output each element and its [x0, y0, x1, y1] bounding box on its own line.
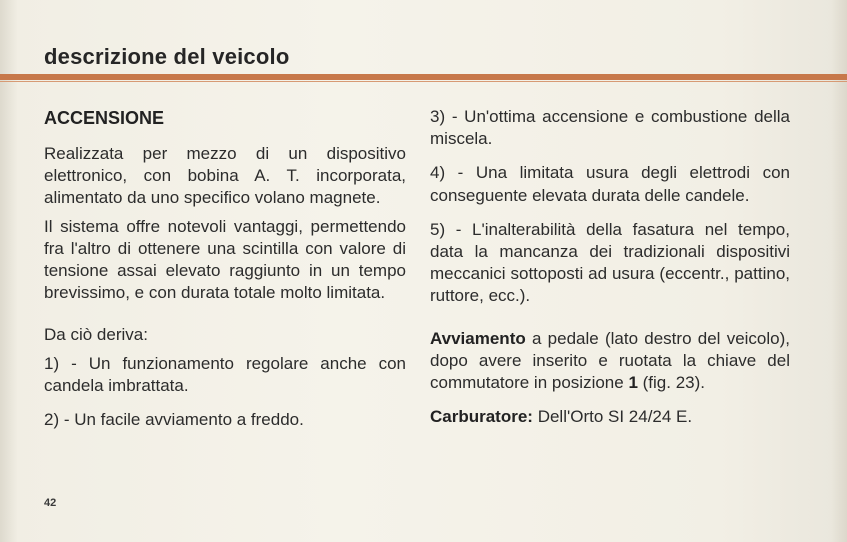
list-item-5: 5) - L'inalterabilità della fasatura nel tempo, data la mancanza dei tradizionali dispositivi meccanici sottoposti ad usura (eccentr., pattino, ruttore, ecc.). [430, 219, 790, 306]
page-number: 42 [44, 497, 57, 509]
avviamento-paragraph [430, 328, 790, 395]
avviamento-text-a: a pedale (lato destro del veicolo), dopo avere inserito e ruotata la chiave del commutatore in posizione [430, 328, 790, 393]
intro-paragraph: Realizzata per mezzo di un dispositivo elettronico, con bobina A. T. incorporata, alimentato da uno specifico volano magnete. [44, 144, 406, 208]
left-column [44, 106, 406, 431]
list-item-1: 1) - Un funzionamento regolare anche con candela imbrattata. [44, 353, 406, 395]
derives-paragraph: Da ciò deriva: [44, 325, 148, 345]
right-column [430, 106, 790, 428]
avviamento-position: 1 [628, 373, 638, 393]
list-item-3: 3) - Un'ottima accensione e combustione della miscela. [430, 107, 790, 149]
list-item-2: 2) - Un facile avviamento a freddo. [44, 410, 304, 430]
avviamento-label: Avviamento [430, 328, 526, 348]
carburatore-paragraph [430, 406, 790, 428]
avviamento-text-b: (fig. 23). [637, 373, 705, 393]
section-title: ACCENSIONE [44, 108, 165, 128]
carburatore-text: Dell'Orto SI 24/24 E. [532, 407, 693, 427]
header-rule-thin [0, 81, 847, 82]
carburatore-label: Carburatore: [430, 407, 533, 427]
header-rule [0, 74, 847, 80]
system-paragraph: Il sistema offre notevoli vantaggi, permettendo fra l'altro di ottenere una scintilla con valore di tensione assai elevato raggiunto in un tempo brevissimo, e con durata totale molto limitata. [44, 216, 406, 303]
list-item-4: 4) - Una limitata usura degli elettrodi con conseguente elevata durata delle candele. [430, 163, 790, 205]
page-header-title: descrizione del veicolo [44, 44, 290, 69]
